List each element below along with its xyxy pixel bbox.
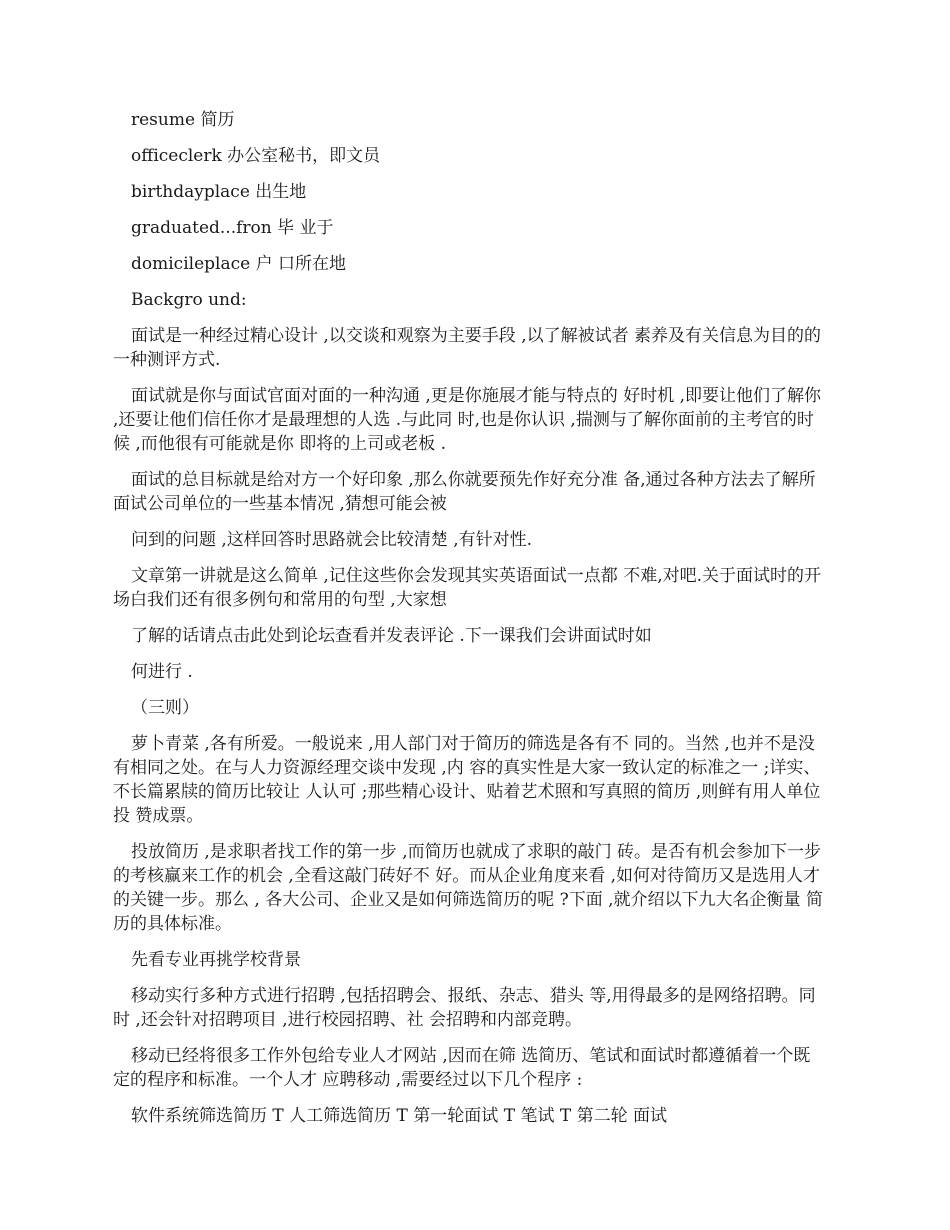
paragraph-interview-goal: 面试的总目标就是给对方一个好印象 ,那么你就要预先作好充分准 备,通过各种方法去了解所面试公司单位的一些基本情况 ,猜想可能会被 [113, 470, 816, 514]
paragraph-interview-definition: 面试是一种经过精心设计 ,以交谈和观察为主要手段 ,以了解被试者 素养及有关信息为目的的一种测评方式. [113, 326, 822, 370]
paragraph-vocab-birthdayplace: birthdayplace 出生地 [131, 182, 307, 202]
paragraph-vocab-graduated: graduated...fron 毕 业于 [131, 218, 334, 238]
paragraph-subheading-major: 先看专业再挑学校背景 [131, 950, 301, 970]
paragraph-background-heading: Backgro und: [131, 290, 247, 310]
paragraph-vocab-officeclerk: officeclerk 办公室秘书，即文员 [131, 146, 381, 166]
paragraph-mobile-outsourcing: 移动已经将很多工作外包给专业人才网站 ,因而在筛 选简历、笔试和面试时都遵循着一个既定的程序和标准。一个人才 应聘移动 ,需要经过以下几个程序 : [113, 1046, 811, 1090]
paragraph-mobile-recruiting: 移动实行多种方式进行招聘 ,包括招聘会、报纸、杂志、猎头 等,用得最多的是网络招聘。同时 ,还会针对招聘项目 ,进行校园招聘、社 会招聘和内部竞聘。 [113, 986, 816, 1030]
document-body [113, 108, 825, 1140]
paragraph-forum-link: 了解的话请点击此处到论坛查看并发表评论 .下一课我们会讲面试时如 [131, 626, 652, 646]
paragraph-interview-communication: 面试就是你与面试官面对面的一种沟通 ,更是你施展才能与特点的 好时机 ,即要让他们了解你 ,还要让他们信任你才是最理想的人选 .与此同 时,也是你认识 ,揣测与了解你面前的主考官的时候 ,而他很有可能就是你 即将的上司或老板 . [113, 386, 822, 454]
paragraph-submit-resume: 投放简历 ,是求职者找工作的第一步 ,而简历也就成了求职的敲门 砖。是否有机会参加下一步的考核赢来工作的机会 ,全看这敲门砖好不 好。而从企业角度来看 ,如何对待简历又是选用人才的关键一步。那么 , 各大公司、企业又是如何筛选简历的呢 ?下面 ,就介绍以下九大名企衡量 简历的具体标准。 [113, 842, 823, 934]
paragraph-lesson-one: 文章第一讲就是这么简单 ,记住这些你会发现其实英语面试一点都 不难,对吧.关于面试时的开场白我们还有很多例句和常用的句型 ,大家想 [113, 566, 822, 610]
paragraph-how-to-proceed: 何进行 . [131, 662, 193, 682]
paragraph-vocab-domicileplace: domicileplace 户 口所在地 [131, 254, 346, 274]
paragraph-resume-screening: 萝卜青菜 ,各有所爱。一般说来 ,用人部门对于简历的筛选是各有不 同的。当然 ,也并不是没有相同之处。在与人力资源经理交谈中发现 ,内 容的真实性是大家一致认定的标准之一 ;详实、不长篇累牍的简历比较让 人认可 ;那些精心设计、贴着艺术照和写真照的简历 ,则鲜有用人单位投 赞成票。 [113, 734, 821, 826]
paragraph-process-steps: 软件系统筛选简历 T 人工筛选简历 T 第一轮面试 T 笔试 T 第二轮 面试 [131, 1106, 667, 1126]
paragraph-interview-questions: 问到的问题 ,这样回答时思路就会比较清楚 ,有针对性. [131, 530, 533, 550]
paragraph-three-articles: （三则） [131, 698, 199, 718]
paragraph-vocab-resume: resume 简历 [131, 110, 235, 130]
